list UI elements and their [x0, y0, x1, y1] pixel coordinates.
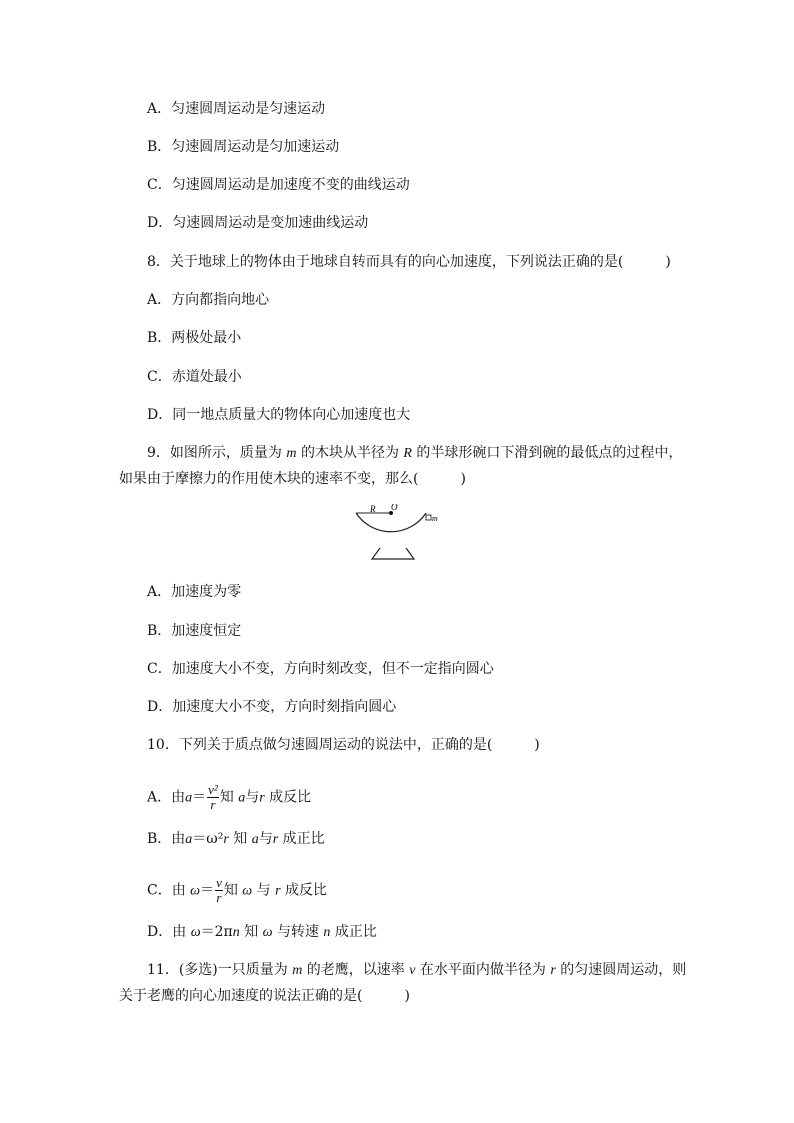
- q10-a-numerator: v²: [208, 782, 218, 797]
- q10-option-a: [147, 783, 311, 812]
- q10-c-fraction: [215, 876, 223, 905]
- q8-option-c: C．赤道处最小: [147, 369, 242, 385]
- q10-a-text1: 知: [219, 789, 234, 806]
- q9-stem-text-b: 的木块从半径为: [300, 445, 399, 461]
- q10-b-r1: r: [223, 832, 229, 847]
- bowl-arc: [356, 513, 426, 532]
- q9-stem-text-c: 的半球形碗口下滑到碗的最低点的过程中，: [416, 445, 683, 461]
- q9-stem-line1: [147, 443, 682, 464]
- q10-c-denominator: r: [216, 890, 222, 905]
- q9-mass-symbol: m: [286, 446, 297, 461]
- q10-stem: 10．下列关于质点做匀速圆周运动的说法中，正确的是( ): [147, 737, 540, 753]
- label-o: O: [391, 504, 398, 512]
- q10-c-eq: ＝: [200, 882, 215, 899]
- q9-option-a: A．加速度为零: [147, 584, 242, 600]
- q8-option-d: D．同一地点质量大的物体向心加速度也大: [147, 407, 411, 423]
- block-m: [426, 515, 431, 520]
- q10-option-c: [147, 876, 327, 905]
- label-r: R: [370, 504, 376, 514]
- q10-d-text1: 知: [244, 924, 259, 940]
- q7-option-c: C．匀速圆周运动是加速度不变的曲线运动: [147, 177, 410, 193]
- q9-radius-symbol: R: [403, 446, 412, 461]
- q11-text-b: 的老鹰，以速率: [306, 962, 405, 978]
- q8-stem: 8．关于地球上的物体由于地球自转而具有的向心加速度，下列说法正确的是( ): [147, 254, 671, 270]
- bowl-stand: [372, 548, 414, 559]
- q11-stem-line2: 关于老鹰的向心加速度的说法正确的是( ): [119, 988, 410, 1004]
- q10-a-fraction: [207, 783, 219, 812]
- q9-stem-line2: 如果由于摩擦力的作用使木块的速率不变，那么( ): [119, 471, 466, 487]
- q10-option-b: [147, 829, 325, 850]
- hemispherical-bowl-figure: [350, 504, 450, 562]
- q10-d-eq: ＝2π: [200, 924, 233, 940]
- q10-d-n1: n: [232, 925, 240, 940]
- q10-c-r: r: [275, 883, 281, 899]
- q10-d-text3: 成正比: [334, 924, 377, 940]
- q11-text-d: 的匀速圆周运动，则: [560, 962, 687, 978]
- q10-b-r: r: [272, 832, 279, 847]
- q9-option-c: C．加速度大小不变，方向时刻改变，但不一定指向圆心: [147, 661, 494, 677]
- q10-a-symbol: a: [185, 790, 193, 806]
- q10-a-denominator: r: [210, 797, 216, 812]
- q10-option-d: [147, 922, 377, 943]
- q10-b-symbol: a: [185, 832, 193, 847]
- q10-b-prefix: B．由: [147, 831, 186, 847]
- q10-b-eq: ＝ω²: [192, 831, 224, 847]
- q7-option-d: D．匀速圆周运动是变加速曲线运动: [147, 215, 369, 231]
- q10-d-omega2: ω: [262, 925, 273, 940]
- q10-d-omega: ω: [190, 925, 201, 940]
- q10-c-prefix: C．由: [147, 882, 186, 899]
- q11-text-a: 11．(多选)一只质量为: [147, 962, 288, 978]
- q10-a-prefix: A．由: [147, 789, 186, 806]
- q10-b-text1: 知: [233, 831, 248, 847]
- q11-mass-symbol: m: [292, 963, 303, 978]
- q10-b-text2: 与: [258, 831, 273, 847]
- q9-option-d: D．加速度大小不变，方向时刻指向圆心: [147, 699, 397, 715]
- q10-b-symbol2: a: [251, 832, 259, 847]
- q10-d-text2: 与转速: [276, 924, 319, 940]
- q10-a-text2: 与: [245, 789, 260, 806]
- q10-c-omega: ω: [190, 883, 201, 899]
- q10-c-text1: 知: [223, 882, 238, 899]
- q10-a-eq: ＝: [192, 789, 207, 806]
- q8-option-a: A．方向都指向地心: [147, 292, 270, 308]
- q10-a-r: r: [259, 790, 265, 806]
- q10-d-prefix: D．由: [147, 924, 187, 940]
- q9-stem-text-a: 9．如图所示，质量为: [147, 445, 282, 461]
- q10-c-text3: 成反比: [285, 882, 327, 899]
- q11-radius-symbol: r: [550, 963, 556, 978]
- q10-c-omega2: ω: [242, 883, 253, 899]
- q10-c-numerator: v: [216, 875, 222, 890]
- q11-text-c: 在水平面内做半径为: [419, 962, 546, 978]
- q10-a-text3: 成反比: [269, 789, 312, 806]
- q11-speed-symbol: v: [409, 963, 416, 978]
- q11-stem-line1: [147, 960, 686, 981]
- q7-option-a: A．匀速圆周运动是匀速运动: [147, 101, 326, 117]
- q8-option-b: B．两极处最小: [147, 330, 242, 346]
- q10-a-symbol2: a: [238, 790, 246, 806]
- q9-option-b: B．加速度恒定: [147, 623, 242, 639]
- q10-b-text3: 成正比: [282, 831, 325, 847]
- q10-d-n2: n: [323, 925, 331, 940]
- q7-option-b: B．匀速圆周运动是匀加速运动: [147, 139, 340, 155]
- label-m: m: [432, 514, 438, 523]
- q10-c-text2: 与: [256, 882, 271, 899]
